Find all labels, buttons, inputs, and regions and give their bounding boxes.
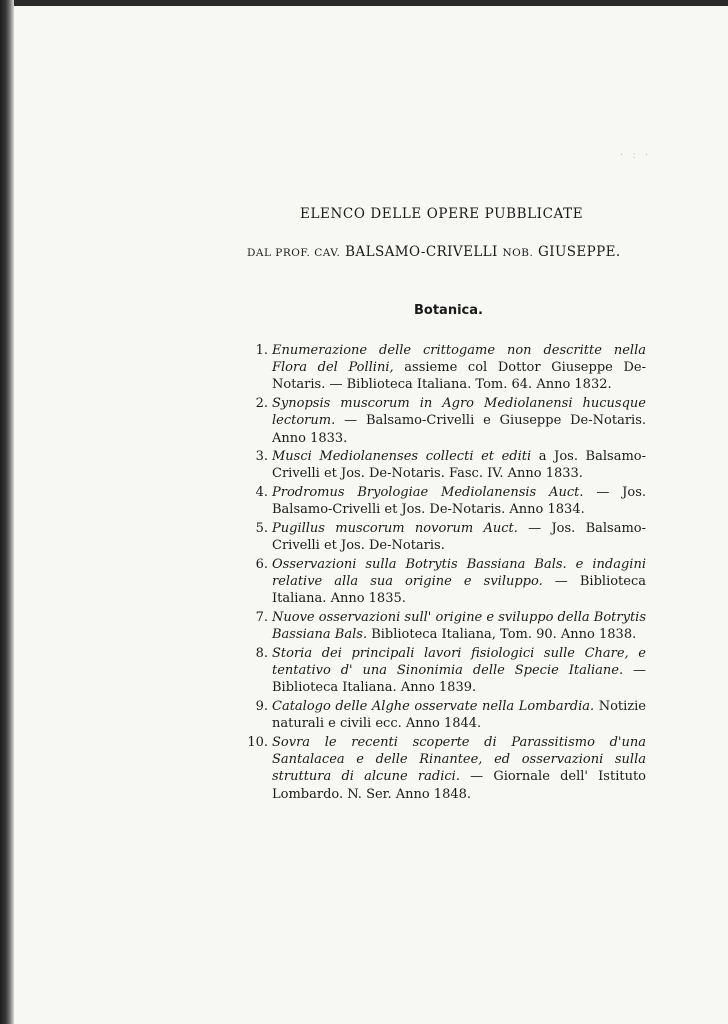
list-item <box>246 734 646 803</box>
list-item <box>246 698 646 732</box>
entry-details: a Jos. Balsamo-Crivelli et Jos. De-Notaris. Fasc. IV. Anno 1833. <box>272 449 646 482</box>
entry-number: 10. <box>247 734 268 750</box>
entry-number: 1. <box>255 343 268 358</box>
entry-details: — Jos. Balsamo-Crivelli et Jos. De-Notaris. Anno 1834. <box>272 485 647 518</box>
list-item <box>246 342 646 394</box>
entry-details: — Biblioteca Italiana. Anno 1839. <box>272 663 646 696</box>
list-item <box>246 609 646 643</box>
page-title: ELENCO DELLE OPERE PUBBLICATE <box>300 206 584 222</box>
entry-number: 9. <box>255 699 268 715</box>
entry-details: Notizie naturali e civili ecc. Anno 1844. <box>272 699 646 732</box>
list-item <box>246 520 646 554</box>
list-item <box>246 448 646 482</box>
entry-number: 5. <box>255 521 268 537</box>
section-heading: Botanica. <box>414 303 483 318</box>
entry-number: 7. <box>255 610 268 626</box>
entry-number: 8. <box>255 645 268 661</box>
list-item <box>246 645 646 697</box>
entry-details: Biblioteca Italiana, Tom. 90. Anno 1838. <box>367 627 637 643</box>
subtitle-prefix: DAL PROF. CAV. <box>247 247 341 259</box>
entry-title: Pugillus muscorum novorum Auct. <box>272 521 518 537</box>
subtitle-name: BALSAMO-CRIVELLI <box>345 244 498 260</box>
entry-title: Musci Mediolanenses collecti et editi <box>272 449 532 465</box>
list-item <box>246 395 646 447</box>
entry-title: Prodromus Bryologiae Mediolanensis Auct. <box>272 485 584 501</box>
entry-details: — Giornale dell' Istituto Lombardo. N. Ser. Anno 1848. <box>272 769 646 802</box>
list-item <box>246 556 646 608</box>
entry-details: — Balsamo-Crivelli e Giuseppe De-Notaris. Anno 1833. <box>272 413 646 446</box>
entry-title: Catalogo delle Alghe osservate nella Lombardia. <box>272 699 595 715</box>
entry-number: 2. <box>255 396 268 412</box>
entry-title: Sovra le recenti scoperte di Parassitismo d'una Santalacea e delle Rinantee, ed osservazioni sulla struttura di alcune radici. <box>272 734 646 785</box>
entry-title: Synopsis muscorum in Agro Mediolanensi hucusque lectorum. <box>272 396 646 429</box>
entry-title: Enumerazione delle crittogame non descritte nella Flora del Pollini, <box>272 343 646 376</box>
entry-details: — Biblioteca Italiana. Anno 1835. <box>272 574 647 607</box>
publication-list <box>246 342 646 804</box>
entry-title: Storia dei principali lavori fisiologici sulle Chare, e tentativo d' una Sinonimia delle Specie Italiane. <box>272 645 646 679</box>
page-subtitle <box>247 244 647 260</box>
entry-title: Osservazioni sulla Botrytis Bassiana Bals. e indagini relative alla sua origine e sviluppo. <box>272 556 646 590</box>
list-item <box>246 484 646 518</box>
scan-speck-marks: · ː · <box>620 150 652 161</box>
entry-number: 6. <box>255 556 268 572</box>
subtitle-given: GIUSEPPE. <box>538 244 621 260</box>
entry-number: 4. <box>255 485 268 501</box>
subtitle-mid: NOB. <box>502 247 534 259</box>
entry-title: Nuove osservazioni sull' origine e sviluppo della Botrytis Bassiana Bals. <box>272 610 646 643</box>
entry-details: assieme col Dottor Giuseppe De-Notaris. — Biblioteca Italiana. Tom. 64. Anno 1832. <box>272 360 646 393</box>
entry-number: 3. <box>255 449 268 465</box>
scan-border-left <box>0 0 14 1024</box>
entry-details: — Jos. Balsamo-Crivelli et Jos. De-Notaris. <box>272 521 647 554</box>
